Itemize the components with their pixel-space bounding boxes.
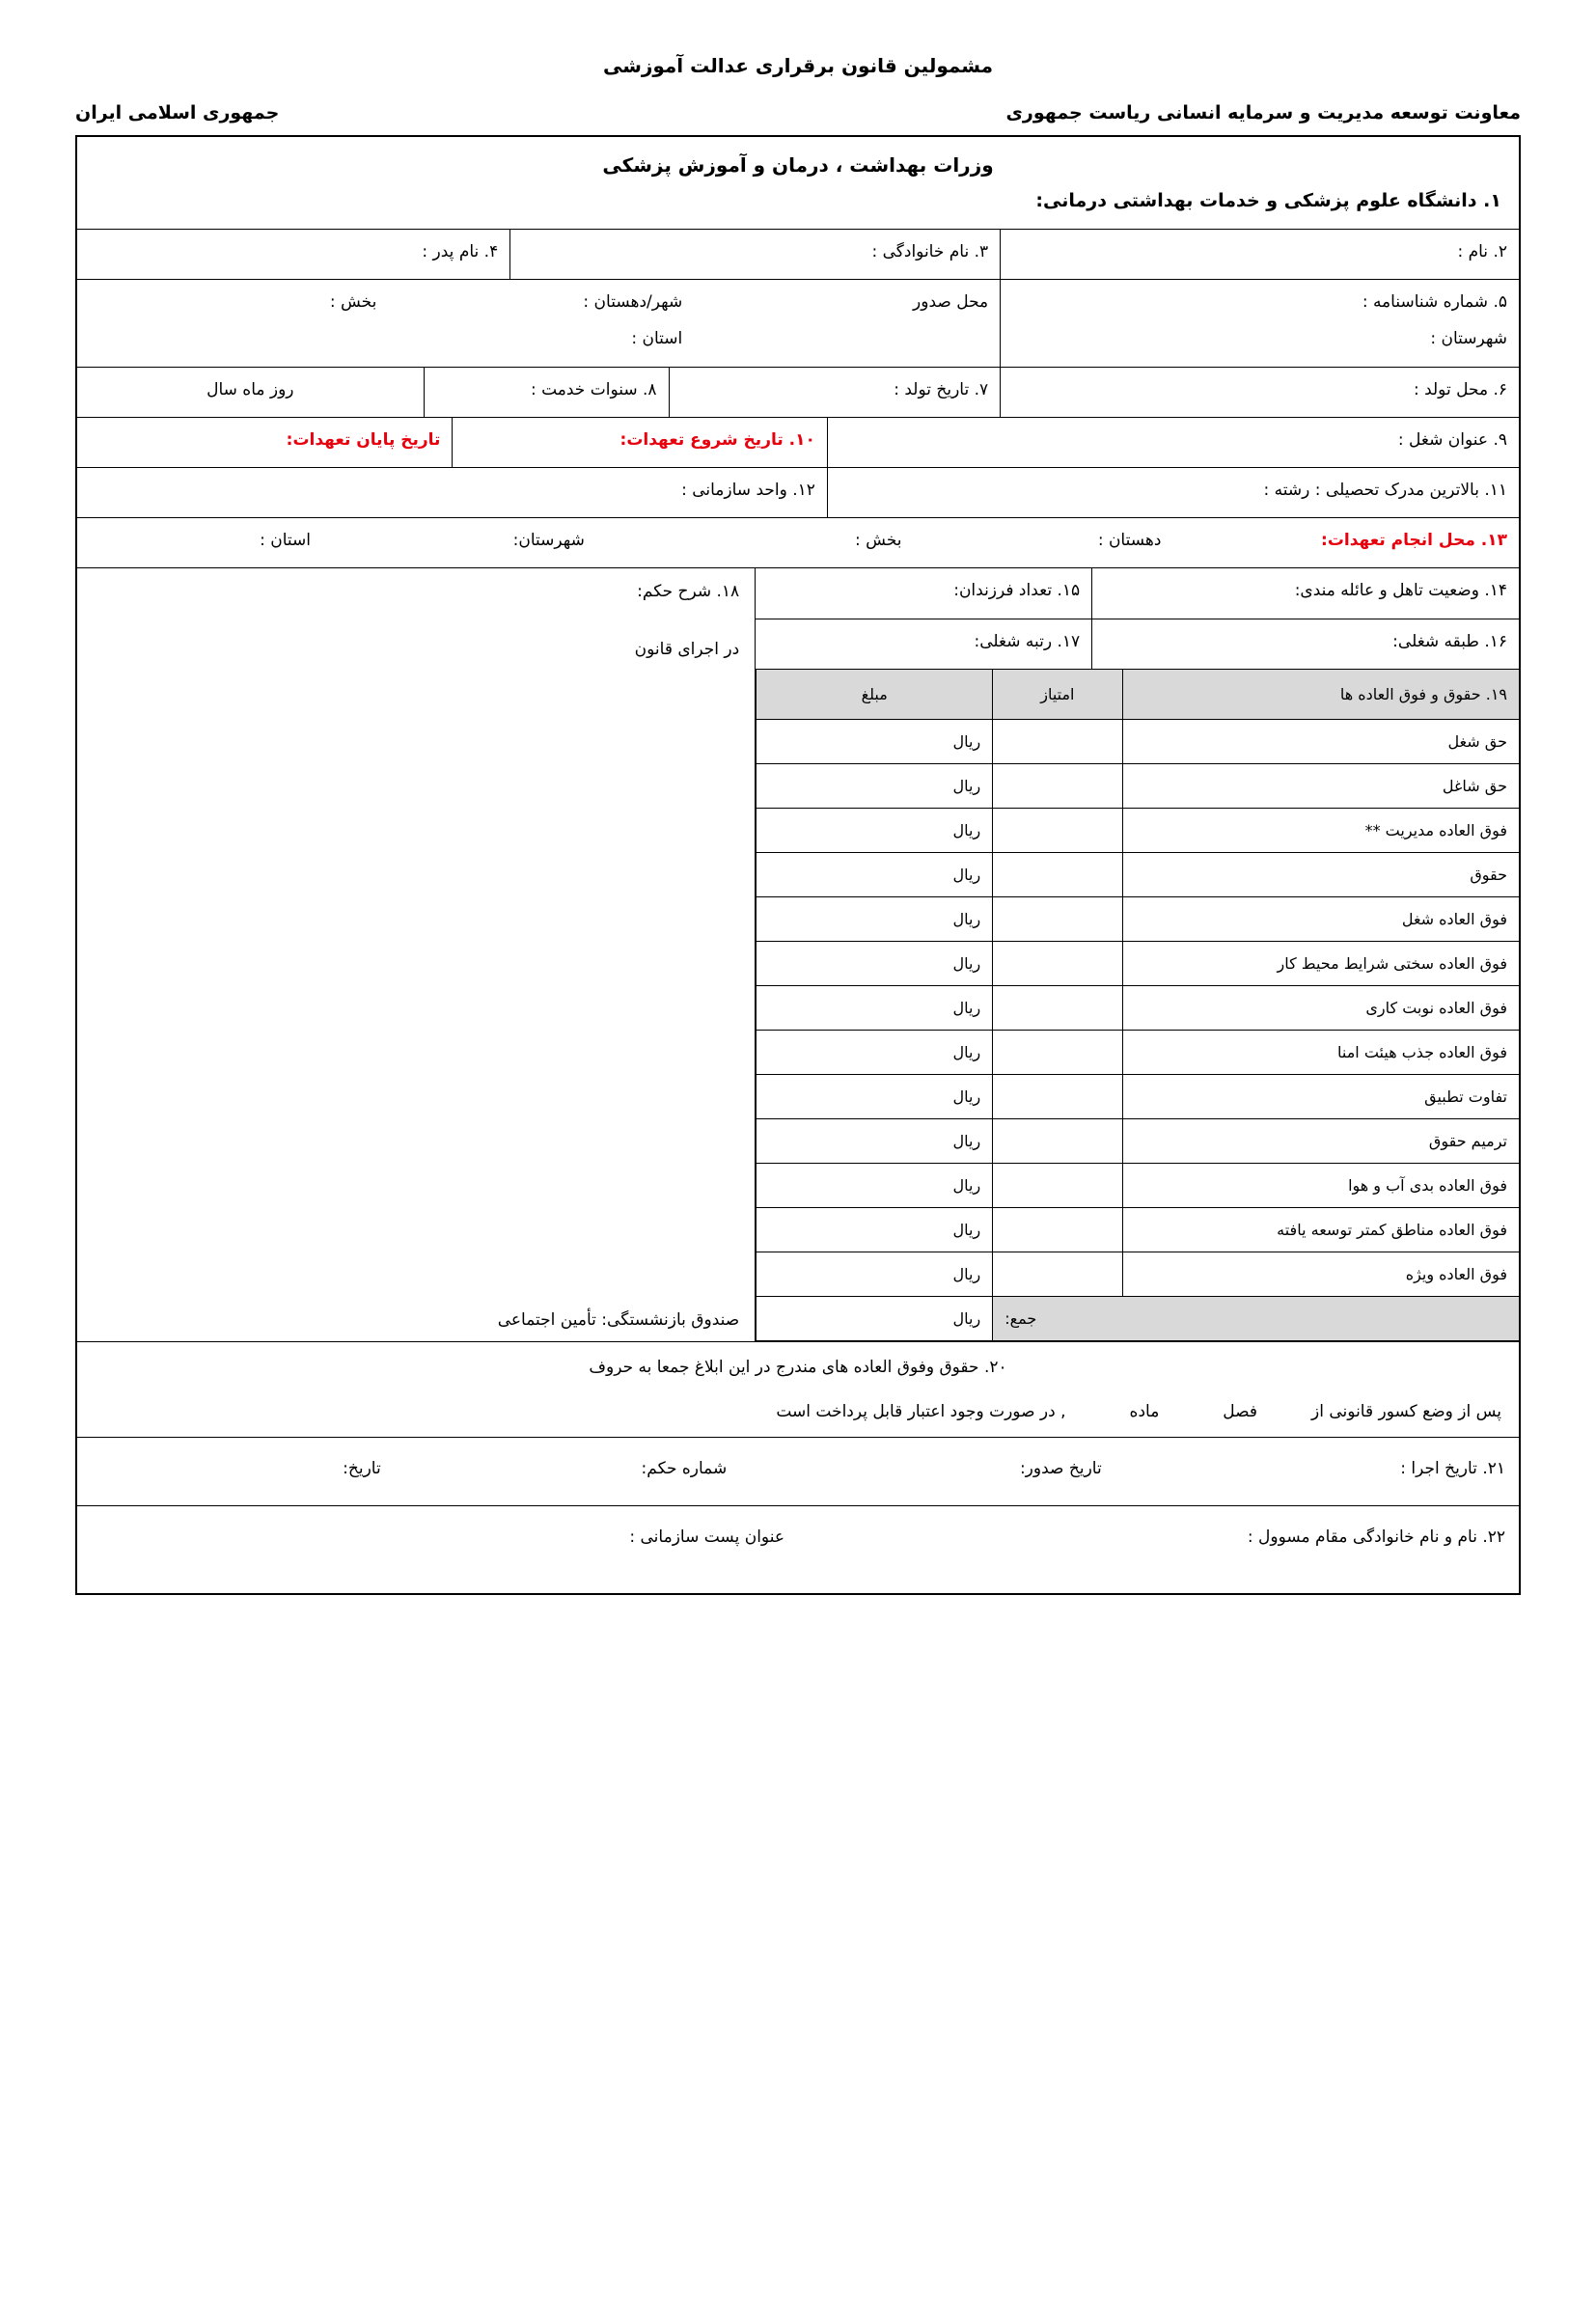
pay-row-title: فوق العاده مناطق کمتر توسعه یافته [1122,1208,1519,1252]
field-commit-place-dehestan[interactable]: دهستان : [1097,531,1162,550]
field-official-post[interactable]: عنوان پست سازمانی : [629,1527,784,1547]
page-title: مشمولین قانون برقراری عدالت آموزشی [602,54,994,77]
field-university[interactable]: ۱. دانشگاه علوم پزشکی و خدمات بهداشتی درمانی: [1035,190,1501,211]
row-name [77,229,1519,279]
row-id [77,279,1519,367]
pay-row-point[interactable] [993,1208,1122,1252]
field-father[interactable]: ۴. نام پدر : [422,242,499,261]
pay-row-title: حق شغل [1122,720,1519,764]
field-job-class[interactable]: ۱۶. طبقه شغلی: [1091,619,1519,669]
decree-description-area[interactable] [77,568,755,1341]
table-row[interactable] [757,1119,1519,1164]
field-commit-place-label: ۱۳. محل انجام تعهدات: [1321,531,1507,550]
pay-row-point[interactable] [993,1252,1122,1297]
pay-table-wrap [756,669,1519,1341]
table-row[interactable] [757,897,1519,942]
pay-table [756,669,1519,1341]
field-commit-place-shahrestan[interactable]: شهرستان: [512,531,585,550]
pay-row-point[interactable] [993,942,1122,986]
ministry-title: وزرات بهداشت ، درمان و آموزش پزشکی [602,153,994,177]
pay-table-header [757,670,1519,720]
pay-row-amount[interactable]: ریال [757,1119,993,1164]
field-decree-desc-label: ۱۸. شرح حکم: [637,582,740,601]
field-issue-section[interactable]: بخش : [329,292,377,312]
pay-row-point[interactable] [993,764,1122,809]
row-commit-place [77,517,1519,567]
field-issue-place-label: محل صدور [913,292,989,312]
pay-total-amount[interactable]: ریال [757,1297,993,1341]
pay-row-point[interactable] [993,853,1122,897]
field-issue-place[interactable] [77,280,1000,367]
table-row[interactable] [757,1252,1519,1297]
field-official-name[interactable]: ۲۲. نام و نام خانوادگی مقام مسوول : [1247,1527,1505,1547]
table-row[interactable] [757,764,1519,809]
table-row[interactable] [757,1208,1519,1252]
pay-row-title: ترمیم حقوق [1122,1119,1519,1164]
table-row[interactable] [757,986,1519,1031]
pay-row-point[interactable] [993,1164,1122,1208]
field-deduction-article[interactable]: ماده [1129,1402,1160,1421]
pay-total-row [757,1297,1519,1341]
row-official [77,1505,1519,1593]
pay-row-amount[interactable]: ریال [757,720,993,764]
row-job-class [756,619,1519,669]
right-column [755,568,1519,1341]
pay-row-title: تفاوت تطبیق [1122,1075,1519,1119]
field-commit-place-ostan[interactable]: استان : [260,531,312,550]
pay-row-title: حق شاغل [1122,764,1519,809]
pay-col-amount: مبلغ [757,670,993,720]
pay-row-amount[interactable]: ریال [757,1208,993,1252]
field-issue-date[interactable]: تاریخ صدور: [1019,1459,1102,1478]
pay-row-title: فوق العاده جذب هیئت امنا [1122,1031,1519,1075]
field-law-exec: در اجرای قانون [634,640,740,659]
table-row[interactable] [757,809,1519,853]
table-row[interactable] [757,720,1519,764]
row-dates [77,1437,1519,1505]
row-birth [77,367,1519,417]
field-deduction-chapter[interactable]: فصل [1223,1402,1258,1421]
pay-row-amount[interactable]: ریال [757,1031,993,1075]
field-commit-place-bakhsh[interactable]: بخش : [855,531,902,550]
pay-row-amount[interactable]: ریال [757,853,993,897]
document-page [0,54,1596,2311]
field-family[interactable]: ۳. نام خانوادگی : [509,230,1000,279]
row-job-title [77,417,1519,467]
field-org-unit[interactable]: ۱۲. واحد سازمانی : [681,481,815,500]
pay-total-label: جمع: [993,1297,1519,1341]
pay-col-point: امتیاز [993,670,1122,720]
table-row[interactable] [757,853,1519,897]
pay-section-title: ۱۹. حقوق و فوق العاده ها [1122,670,1519,720]
pay-row-point[interactable] [993,720,1122,764]
pay-row-point[interactable] [993,1075,1122,1119]
pay-row-amount[interactable]: ریال [757,986,993,1031]
pay-row-title: فوق العاده سختی شرایط محیط کار [1122,942,1519,986]
pay-row-point[interactable] [993,1119,1122,1164]
field-sum-in-words[interactable]: ۲۰. حقوق وفوق العاده های مندرج در این ابلاغ جمعا به حروف [589,1358,1007,1377]
pay-row-point[interactable] [993,1031,1122,1075]
field-education[interactable]: ۱۱. بالاترین مدرک تحصیلی : رشته : [827,468,1519,517]
field-birth-place[interactable]: ۶. محل تولد : [1000,368,1519,417]
table-row[interactable] [757,1164,1519,1208]
field-marital[interactable]: ۱۴. وضعیت تاهل و عائله مندی: [1091,568,1519,619]
form-frame [75,135,1521,1595]
field-exec-date[interactable]: ۲۱. تاریخ اجرا : [1400,1459,1505,1478]
pay-row-title: فوق العاده نوبت کاری [1122,986,1519,1031]
field-decree-number[interactable]: شماره حکم: [641,1459,728,1478]
row-education [77,467,1519,517]
field-retirement-fund[interactable]: صندوق بازنشستگی: تأمین اجتماعی [497,1310,740,1330]
table-row[interactable] [757,1031,1519,1075]
pay-row-title: فوق العاده مدیریت ** [1122,809,1519,853]
pay-row-amount[interactable]: ریال [757,897,993,942]
pay-row-point[interactable] [993,809,1122,853]
pay-row-title: فوق العاده ویژه [1122,1252,1519,1297]
field-id-city-county[interactable]: شهرستان : [1430,329,1507,348]
pay-row-amount[interactable]: ریال [757,1252,993,1297]
pay-row-point[interactable] [993,897,1122,942]
pay-row-title: فوق العاده شغل [1122,897,1519,942]
table-row[interactable] [757,1075,1519,1119]
field-commit-start[interactable]: ۱۰. تاریخ شروع تعهدات: [452,418,826,467]
field-service-years[interactable]: ۸. سنوات خدمت : [424,368,669,417]
field-id-number[interactable] [1000,280,1519,367]
pay-table-body [757,720,1519,1341]
row-marital [756,568,1519,619]
field-birth-date[interactable]: ۷. تاریخ تولد : [669,368,1001,417]
pay-row-title: حقوق [1122,853,1519,897]
field-id-number-label: ۵. شماره شناسنامه : [1362,292,1507,312]
field-issue-province[interactable]: استان : [631,329,683,348]
field-job-rank[interactable]: ۱۷. رتبه شغلی: [974,632,1081,651]
pay-row-title: فوق العاده بدی آب و هوا [1122,1164,1519,1208]
field-job-title[interactable]: ۹. عنوان شغل : [827,418,1519,467]
pay-row-amount[interactable]: ریال [757,1164,993,1208]
block-sum-in-words [77,1341,1519,1437]
field-children[interactable]: ۱۵. تعداد فرزندان: [953,581,1081,600]
pay-row-amount[interactable]: ریال [757,1075,993,1119]
header-row [0,102,1596,124]
pay-row-amount[interactable]: ریال [757,942,993,986]
field-deduction-text-b: , در صورت وجود اعتبار قابل پرداخت است [776,1402,1066,1421]
field-service-ymd: روز ماه سال [206,380,294,399]
pay-row-point[interactable] [993,986,1122,1031]
header-left-label: معاونت توسعه مدیریت و سرمایه انسانی ریاست جمهوری [1005,102,1521,124]
field-name[interactable]: ۲. نام : [1000,230,1519,279]
split-area [77,567,1519,1341]
field-commit-end[interactable]: تاریخ پایان تعهدات: [286,430,441,450]
pay-row-amount[interactable]: ریال [757,764,993,809]
field-deduction-text-a: پس از وضع کسور قانونی از [1311,1402,1501,1421]
table-row[interactable] [757,942,1519,986]
pay-row-amount[interactable]: ریال [757,809,993,853]
field-issue-city[interactable]: شهر/دهستان : [583,292,683,312]
header-right-label: جمهوری اسلامی ایران [75,102,280,124]
field-date[interactable]: تاریخ: [343,1459,381,1478]
